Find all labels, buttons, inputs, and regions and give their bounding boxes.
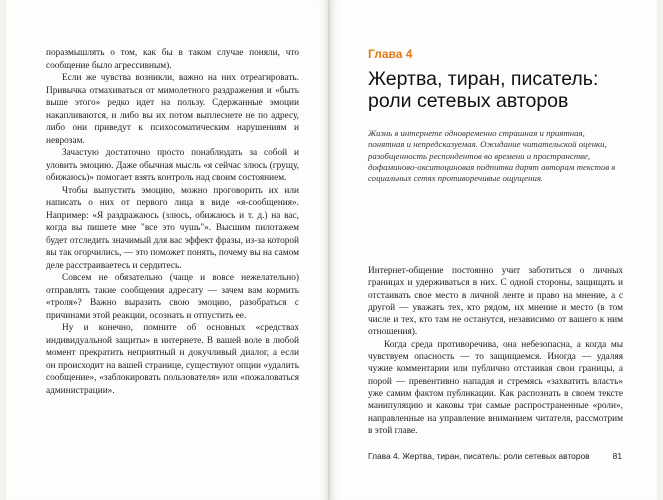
left-page <box>6 0 328 500</box>
paragraph: Совсем не обязательно (чаще и вовсе нежелательно) отправлять такие сообщения адресату — зачем вам кормить «троля»? Важно выразить свою эмоцию, разобраться с причинами этой реакции, осознать и отпустить ее. <box>46 273 299 321</box>
footer-text: Глава 4. Жертва, тиран, писатель: роли сетевых авторов <box>368 451 590 461</box>
paragraph: Ну и конечно, помните об основных «средствах индивидуальной защиты» в интернете. В вашей воле в любой момент прекратить неприятный и докучливый диалог, а если он происходит на вашей странице, существуют опции «удалить сообщение», «заблокировать пользователя» или «пожаловаться администрации». <box>46 323 299 396</box>
paragraph: Зачастую достаточно просто понаблюдать за собой и уловить эмоцию. Даже обычная мысль «я сейчас злюсь (грущу, обижаюсь)» помогает взять контроль над своим состоянием. <box>46 148 299 183</box>
epigraph: Жизнь в интернете одновременно страшная и приятная, понятная и непредсказуемая. Ожидание читательской оценки, разобщенность респондентов во времени и пространстве, дофаминово-окситоциновая подпитка дарят авторам текстов в социальных сетях противоречивые ощущения. <box>368 128 616 184</box>
chapter-title: Жертва, тиран, писатель: роли сетевых авторов <box>368 68 599 112</box>
left-page-body <box>46 47 299 397</box>
paragraph: Если же чувства возникли, важно на них отреагировать. Привычка отмахиваться от мимолетного раздражения и «быть выше этого» редко идет на пользу. Сдержанные эмоции накапливаются, и либо вы их потом выплеснете не по адресу, либо они приведут к психосоматическим нарушениям и неврозам. <box>46 73 299 146</box>
right-page <box>330 0 657 500</box>
paragraph: Когда среда противоречива, она небезопасна, а когда мы чувствуем опасность — то защищаемся. Иногда — удаляя чужие комментарии или публично отстаивая свои границы, а порой — превентивно нападая и стремясь «захватить власть» уже самим фактом публикации. Как распознать в своем тексте манипуляцию и каковы три самые распространенные «роли», направленные на управление вниманием читателя, рассмотрим в этой главе. <box>368 339 623 436</box>
running-footer <box>368 451 622 461</box>
right-page-body <box>368 265 623 437</box>
chapter-label: Глава 4 <box>368 47 413 61</box>
paragraph: Чтобы выпустить эмоцию, можно проговорить их или написать о них от первого лица в виде «я-сообщения». Например: «Я раздражаюсь (злюсь, обижаюсь и т. д.) на вас, когда вы пишете мне "все это чушь"». Высшим пилотажем будет отследить значимый для вас эффект фразы, из-за которой вы так огорчились, — это поможет понять, почему вы на самом деле расстраиваетесь и сердитесь. <box>46 185 299 271</box>
paragraph: поразмышлять о том, как бы в таком случае поняли, что сообщение было агрессивным). <box>46 48 299 71</box>
paragraph: Интернет-общение постоянно учит заботиться о личных границах и удерживаться в них. С одной стороны, защищать и отстаивать свое место в личной ленте и право на мнение, а с другой — уважать тех, кто рядом, их мнение и место (в том числе и тех, кто там не останутся, независимо от вашего к ним отношения). <box>368 266 623 338</box>
page-number: 81 <box>612 451 622 461</box>
